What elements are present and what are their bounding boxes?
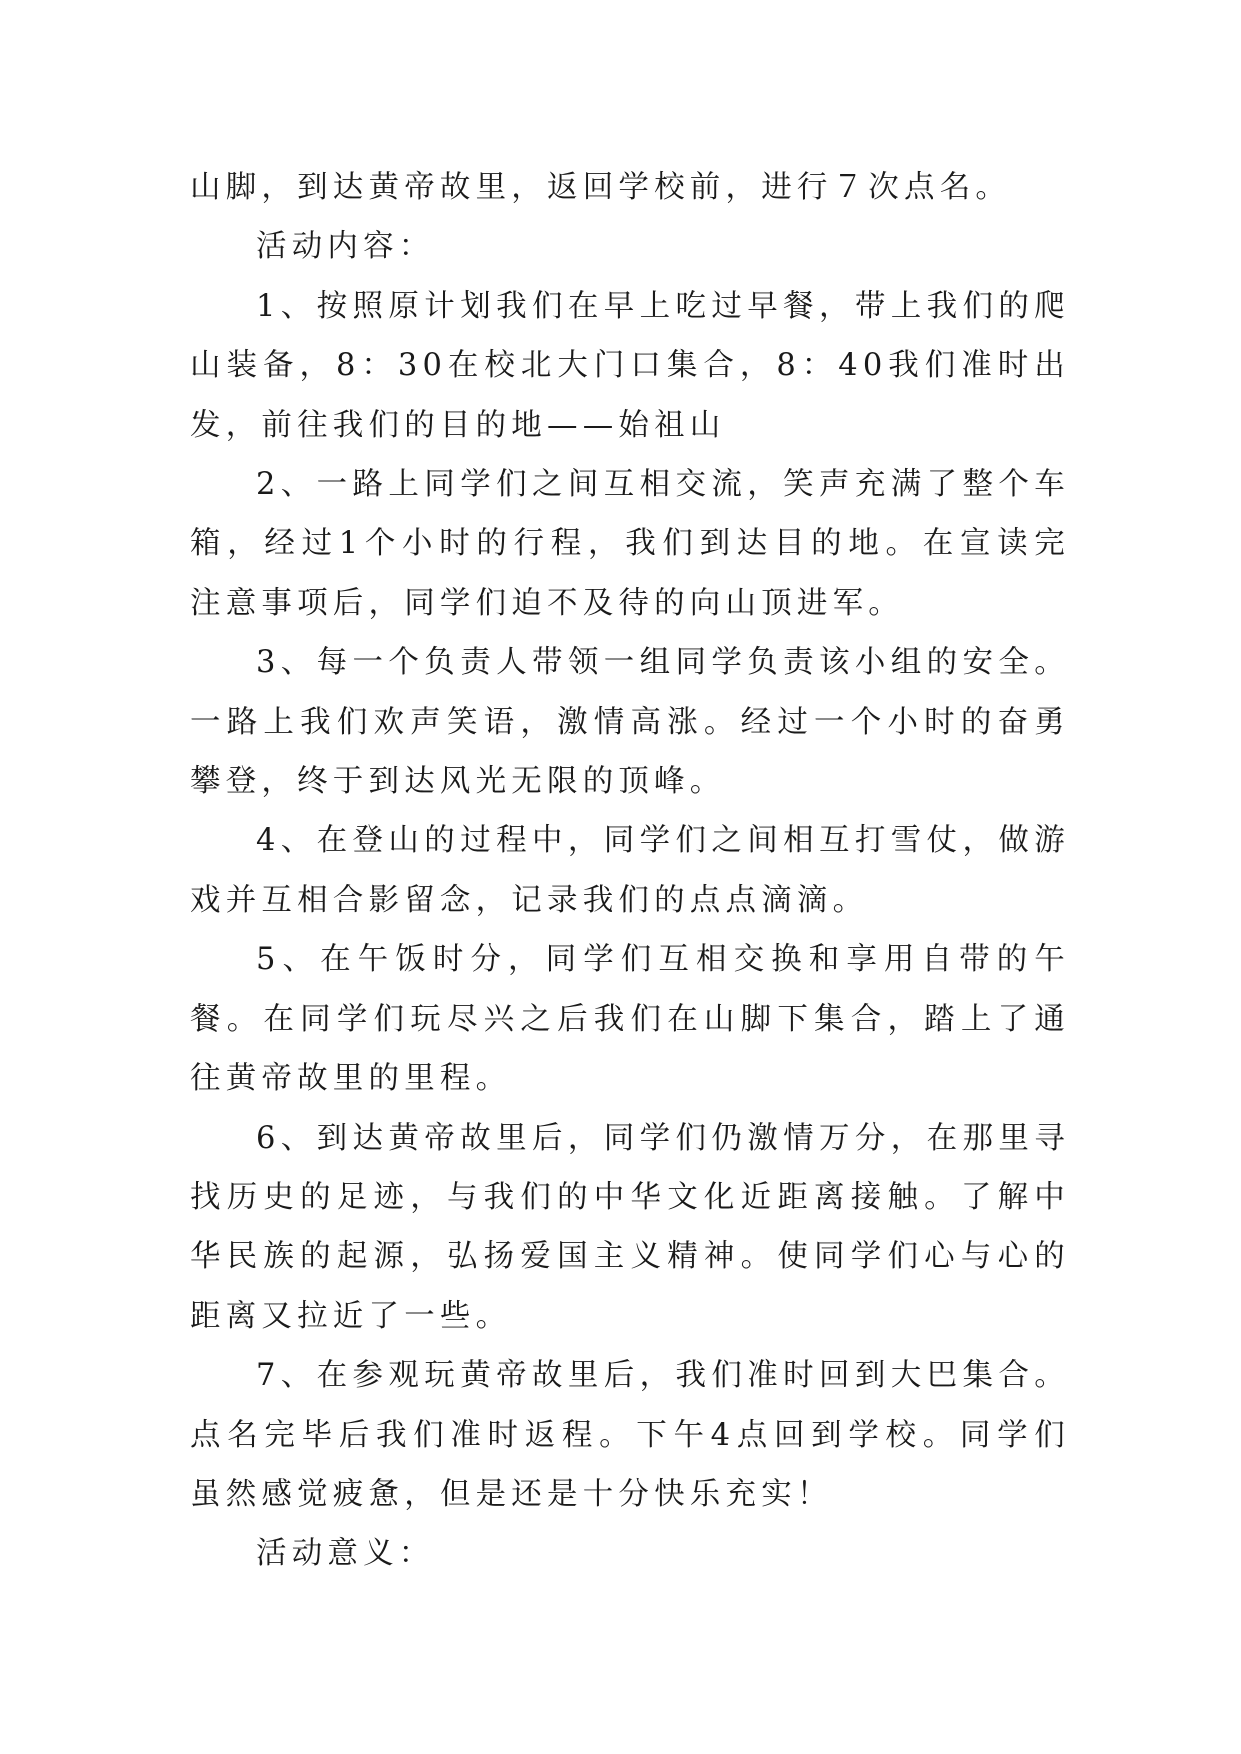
paragraph-item-7: 7、在参观玩黄帝故里后，我们准时回到大巴集合。点名完毕后我们准时返程。下午4点回到学校。同学们虽然感觉疲惫，但是还是十分快乐充实！	[190, 1358, 1070, 1512]
paragraph-item-4: 4、在登山的过程中，同学们之间相互打雪仗，做游戏并互相合影留念，记录我们的点点滴滴。	[190, 823, 1070, 918]
heading-activity-content: 活动内容：	[256, 229, 435, 265]
heading-activity-significance: 活动意义：	[256, 1536, 435, 1572]
paragraph-item-2: 2、一路上同学们之间互相交流，笑声充满了整个车箱，经过1个小时的行程，我们到达目的地。在宣读完注意事项后，同学们迫不及待的向山顶进军。	[190, 467, 1070, 621]
document-body	[190, 158, 1070, 1584]
paragraph-item-3: 3、每一个负责人带领一组同学负责该小组的安全。一路上我们欢声笑语，激情高涨。经过一个小时的奋勇攀登，终于到达风光无限的顶峰。	[190, 645, 1070, 800]
paragraph-item-5: 5、在午饭时分，同学们互相交换和享用自带的午餐。在同学们玩尽兴之后我们在山脚下集合，踏上了通往黄帝故里的里程。	[190, 942, 1070, 1097]
paragraph-item-6: 6、到达黄帝故里后，同学们仍激情万分，在那里寻找历史的足迹，与我们的中华文化近距离接触。了解中华民族的起源，弘扬爱国主义精神。使同学们心与心的距离又拉近了一些。	[190, 1120, 1070, 1334]
paragraph-continuation: 山脚，到达黄帝故里，返回学校前，进行７次点名。	[190, 170, 1012, 205]
paragraph-item-1: 1、按照原计划我们在早上吃过早餐，带上我们的爬山装备，8：30在校北大门口集合，8：40我们准时出发，前往我们的目的地——始祖山	[190, 288, 1070, 443]
